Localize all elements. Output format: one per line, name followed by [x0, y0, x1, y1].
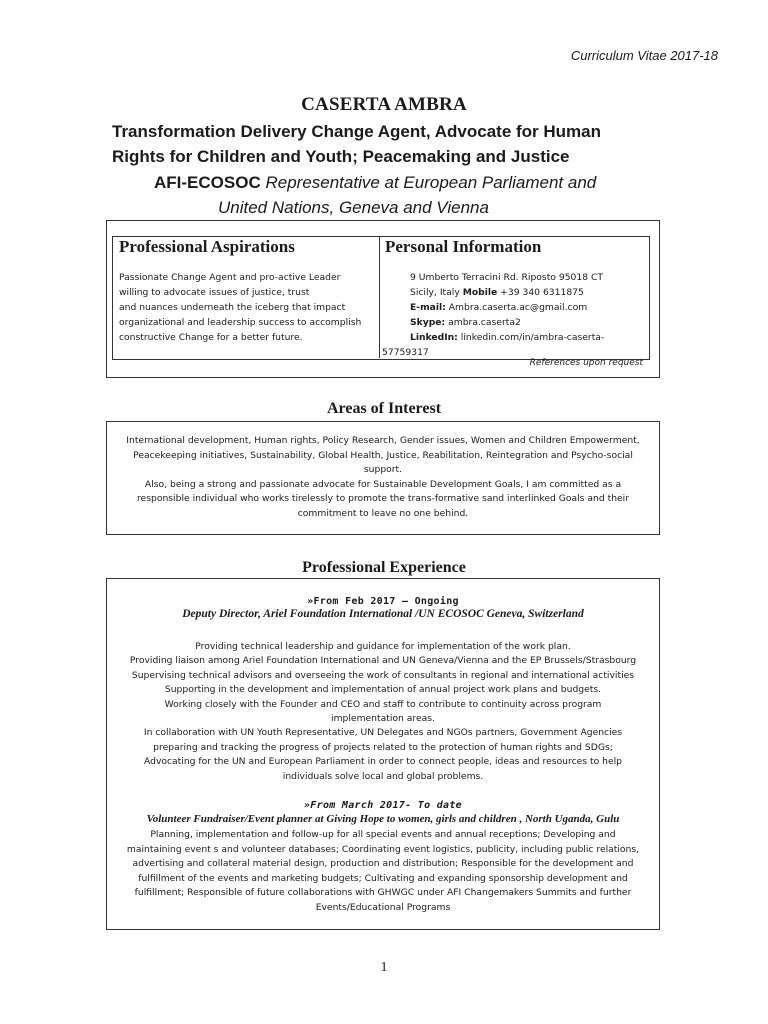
headline-line-2: Rights for Children and Youth; Peacemaking and Justice [112, 147, 570, 166]
job1-line: Advocating for the UN and European Parliament in order to connect people, ideas and resources to help [143, 756, 622, 768]
job1-line: Supervising technical advisors and overseeing the work of consultants in regional and international activities [131, 669, 635, 681]
job2-line: Planning, implementation and follow-up for all special events and annual receptions; Developing and [150, 829, 616, 840]
areas-line: Peacekeeping initiatives, Sustainability, Global Health, Justice, Reabilitation, Reintegration and Psycho-social [133, 449, 633, 461]
address-line-1: 9 Umberto Terracini Rd. Riposto 95018 CT [410, 272, 604, 283]
job1-line: individuals solve local and global problems. [282, 770, 484, 782]
personal-info [382, 270, 642, 360]
address-line-2: Sicily, Italy [410, 287, 460, 298]
email-label: E-mail: [410, 302, 446, 313]
job2-line: fulfillment; Responsible of future collaborations with GHWGC under AFI Changemakers Summits and further [134, 887, 632, 899]
job2-description [112, 828, 654, 916]
job2-date: »From March 2017- To date [303, 800, 462, 811]
areas-line: support. [363, 464, 403, 475]
mobile-number: +39 340 6311875 [500, 287, 584, 298]
role-line-2: United Nations, Geneva and Vienna [218, 198, 489, 217]
job1-description [112, 640, 654, 784]
org-name: AFI-ECOSOC [154, 173, 261, 192]
job2-role: Volunteer Fundraiser/Event planner at Giving Hope to women, girls and children , North Uganda, Gulu [146, 813, 620, 825]
address-mobile-line [410, 285, 642, 300]
job1-line: In collaboration with UN Youth Representative, UN Delegates and NGOs partners, Government Agencies [143, 727, 623, 739]
aspirations-line: and nuances underneath the iceberg that impact [119, 302, 346, 313]
job1-line: implementation areas. [331, 713, 435, 725]
areas-line: Also, being a strong and passionate advocate for Sustainable Development Goals, I am committed as a [144, 478, 622, 490]
references-note: References upon request [529, 358, 643, 368]
aspirations-heading: Professional Aspirations [119, 237, 295, 256]
job1-line: Providing technical leadership and guidance for implementation of the work plan. [195, 641, 571, 652]
role-text: Representative at European Parliament and [265, 173, 597, 192]
headline [112, 119, 672, 169]
person-name: CASERTA AMBRA [301, 94, 467, 115]
areas-line: International development, Human rights, Policy Research, Gender issues, Women and Children Empowerment, [126, 435, 640, 446]
aspirations-line: constructive Change for a better future. [119, 332, 303, 343]
email-address[interactable]: Ambra.caserta.ac@gmail.com [448, 302, 588, 313]
cv-label: Curriculum Vitae 2017-18 [570, 48, 718, 63]
aspirations-text [119, 270, 377, 345]
job1-line: Providing liaison among Ariel Foundation International and UN Geneva/Vienna and the EP Brussels/Strasbourg [129, 655, 637, 667]
areas-heading: Areas of Interest [326, 400, 442, 417]
skype-label: Skype: [410, 317, 446, 328]
skype-line [410, 315, 642, 330]
job1-line: preparing and tracking the progress of projects related to the protection of human rights and SDGs; [153, 741, 613, 753]
job2-line: maintaining event s and volunteer databases; Coordinating event logistics, publicity, including public relations, [126, 843, 640, 855]
aspirations-line: Passionate Change Agent and pro-active Leader [119, 272, 341, 283]
role-line [154, 170, 694, 195]
job2-line: fulfillment of the events and marketing budgets; Cultivating and expanding sponsorship development and [138, 872, 628, 884]
mobile-label: Mobile [462, 287, 498, 298]
job1-line: Working closely with the Founder and CEO and staff to contribute to continuity across program [164, 698, 602, 710]
aspirations-line: organizational and leadership success to accomplish [119, 317, 362, 328]
linkedin-url-cont[interactable]: 57759317 [382, 347, 429, 358]
job2-line: Events/Educational Programs [315, 901, 451, 913]
profile-divider [379, 236, 380, 358]
skype-id: ambra.caserta2 [448, 317, 521, 328]
areas-line: commitment to leave no one behind. [297, 507, 469, 519]
job2-line: advertising and collateral material design, production and distribution; Responsible for the development and [132, 858, 634, 870]
areas-line: responsible individual who works tirelessly to promote the trans-formative sand interlinked Goals and their [136, 493, 630, 504]
page-number: 1 [380, 960, 388, 975]
job1-date: »From Feb 2017 – Ongoing [307, 596, 459, 607]
personal-heading: Personal Information [385, 237, 542, 256]
experience-heading: Professional Experience [302, 559, 466, 576]
job1-role: Deputy Director, Ariel Foundation International /UN ECOSOC Geneva, Switzerland [182, 608, 584, 620]
aspirations-line: willing to advocate issues of justice, trust [119, 287, 310, 298]
linkedin-url[interactable]: linkedin.com/in/ambra-caserta- [460, 332, 605, 343]
job1-line: Supporting in the development and implementation of annual project work plans and budgets. [164, 684, 602, 696]
areas-text [112, 434, 654, 521]
email-line [410, 300, 642, 315]
linkedin-line [410, 330, 642, 345]
linkedin-label: LinkedIn: [410, 332, 458, 343]
headline-line-1: Transformation Delivery Change Agent, Advocate for Human [112, 122, 601, 141]
